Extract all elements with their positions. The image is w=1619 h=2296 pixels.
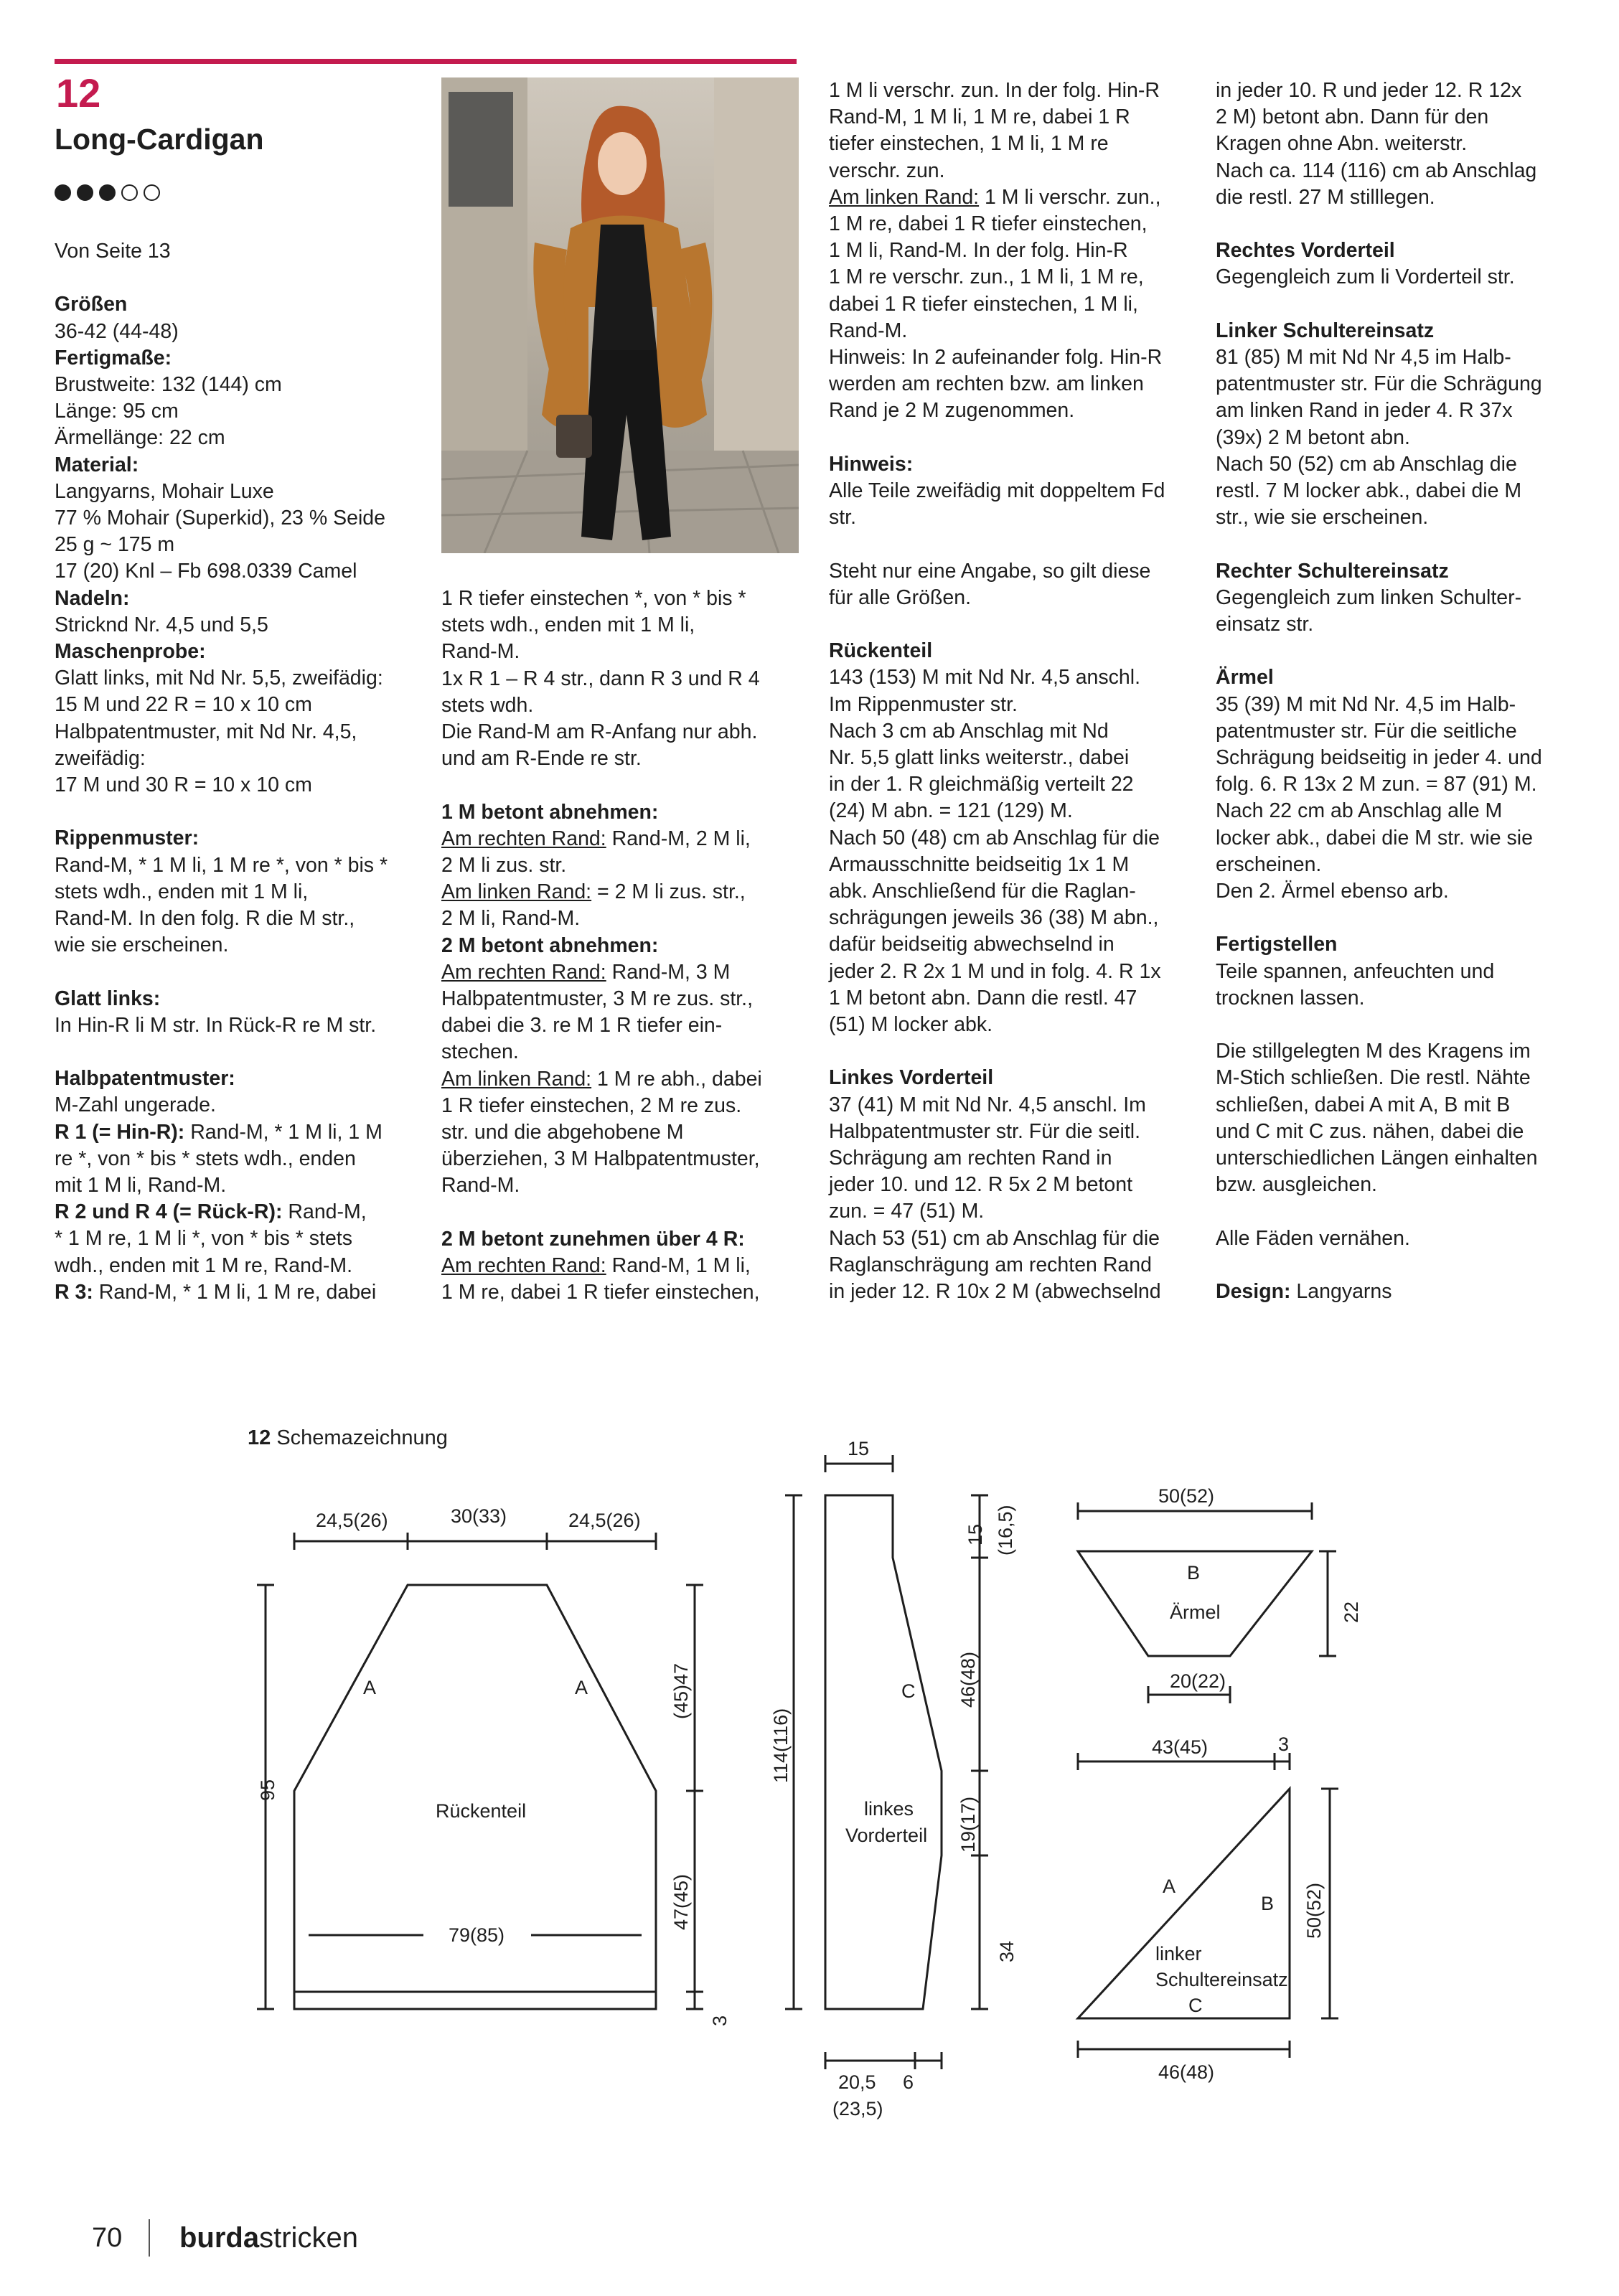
instruction-paragraph — [1216, 344, 1580, 531]
front-top-dim: 15 — [848, 1438, 870, 1459]
instruction-paragraph — [441, 879, 806, 932]
back-lower-dim: 47(45) — [670, 1873, 692, 1930]
front-taper-dim: 19(17) — [957, 1796, 979, 1853]
instruction-paragraph — [1216, 1279, 1580, 1305]
paragraph-text: 143 (153) M mit Nd Nr. 4,5 anschl. Im Rippenmuster str. Nach 3 cm ab Anschlag mit Nd Nr. 5,5 glatt links weiterstr., dabei in der 1. R gleichmäßig verteilt 22 (24) M abn. = 121 (129) M. Nach 50 (48) cm ab Anschlag für die Armausschnitte beidseitig 1x 1 M abk. Anschließend für die Raglan- schrägungen jeweils 36 (38) M abn., dafür beidseitig abwechselnd in jeder 2. R 2x 1 M und in folg. 4. R 1x 1 M betont abn. Dann die restl. 47 (51) M locker abk. — [829, 666, 1161, 1037]
instruction-paragraph — [1216, 1038, 1580, 1198]
paragraph-text: Alle Teile zweifädig mit doppeltem Fd str. — [829, 479, 1165, 530]
paragraph-gap — [55, 1039, 419, 1065]
sleeve-outline — [1078, 1551, 1312, 1656]
paragraph-text: Langyarns, Mohair Luxe — [55, 479, 274, 503]
front-lower-dim: 34 — [996, 1940, 1018, 1962]
instruction-paragraph — [55, 585, 419, 612]
paragraph-text: Rand-M, * 1 M li, 1 M re *, von * bis * stets wdh., enden mit 1 M li, Rand-M. In den folg. R die M str., wie sie erscheinen. — [55, 853, 388, 957]
instruction-paragraph — [829, 558, 1193, 611]
shoulder-seam-a: A — [1163, 1876, 1176, 1897]
instruction-paragraph — [829, 184, 1193, 344]
paragraph-text: Die stillgelegten M des Kragens im M-Stich schließen. Die restl. Nähte schließen, dabei A mit A, B mit B und C mit C zus. nähen, dabei die unterschiedlichen Längen einhalten bzw. ausgleichen. — [1216, 1040, 1538, 1197]
paragraph-text: 36-42 (44-48) — [55, 319, 179, 343]
paragraph-gap — [1216, 1012, 1580, 1038]
back-top-right-dim: 24,5(26) — [568, 1510, 641, 1531]
back-rib-dim: 3 — [709, 2015, 731, 2026]
instruction-paragraph — [1216, 585, 1580, 638]
section-heading: 2 M betont abnehmen: — [441, 933, 659, 957]
brand-bold: burda — [179, 2222, 260, 2254]
diagram-title: Schemazeichnung — [276, 1426, 448, 1449]
paragraph-text: In Hin-R li M str. In Rück-R re M str. — [55, 1013, 377, 1037]
paragraph-gap — [829, 425, 1193, 451]
back-seam-a-right: A — [575, 1677, 588, 1698]
instruction-paragraph — [55, 238, 419, 265]
paragraph-text: in jeder 10. R und jeder 12. R 12x 2 M) betont abn. Dann für den Kragen ohne Abn. weiterstr. Nach ca. 114 (116) cm ab Anschlag die restl. 27 M stilllegen. — [1216, 79, 1537, 209]
paragraph-text: Glatt links, mit Nd Nr. 5,5, zweifädig: 15 M und 22 R = 10 x 10 cm Halbpatentmuster, mit Nd Nr. 4,5, zweifädig: 17 M und 30 R = 10 x 10 cm — [55, 667, 383, 797]
paragraph-text: 35 (39) M mit Nd Nr. 4,5 im Halb- patentmuster str. Für die seitliche Schrägung beidseitig in jeder 4. und folg. 6. R 13x 2 M zun. = 87 (91) M. Nach 22 cm ab Anschlag alle M locker abk., dabei die M str. wie sie erscheinen. Den 2. Ärmel ebenso arb. — [1216, 692, 1542, 903]
instruction-paragraph — [829, 1092, 1193, 1306]
instruction-paragraph — [1216, 664, 1580, 691]
paragraph-text: 17 (20) Knl – Fb 698.0339 Camel — [55, 560, 357, 583]
difficulty-dot — [55, 184, 71, 201]
instruction-paragraph — [55, 986, 419, 1012]
back-top-left-dim: 24,5(26) — [316, 1510, 388, 1531]
paragraph-text: 1 M li verschr. zun. In der folg. Hin-R Rand-M, 1 M li, 1 M re, dabei 1 R tiefer einstechen, 1 M li, 1 M re verschr. zun. — [829, 79, 1160, 182]
model-photo — [441, 77, 799, 553]
instruction-paragraph — [1216, 692, 1580, 905]
front-bottom-add-dim: 6 — [903, 2071, 914, 2093]
paragraph-text: 1x R 1 – R 4 str., dann R 3 und R 4 stets wdh. Die Rand-M am R-Anfang nur abh. und am R-Ende re str. — [441, 667, 760, 771]
paragraph-text: Rand-M, * 1 M li, 1 M re *, von * bis * stets wdh., enden mit 1 M li, Rand-M. — [55, 1120, 383, 1198]
instruction-paragraph — [55, 1119, 419, 1200]
back-name: Rückenteil — [436, 1800, 527, 1822]
instruction-paragraph — [829, 77, 1193, 184]
paragraph-text: 1 M re abh., dabei 1 R tiefer einstechen, 2 M re zus. str. und die abgehobene M überziehen, 3 M Halbpatentmuster, Rand-M. — [441, 1067, 762, 1198]
instruction-paragraph — [55, 1199, 419, 1279]
shoulder-height-dim: 50(52) — [1303, 1882, 1325, 1939]
instruction-paragraph — [829, 451, 1193, 478]
front-seam-c: C — [901, 1680, 916, 1702]
section-heading: 1 M betont abnehmen: — [441, 800, 659, 824]
instruction-paragraph — [55, 532, 419, 558]
instruction-paragraph — [441, 933, 806, 959]
instruction-paragraph — [441, 799, 806, 826]
paragraph-text: 1 R tiefer einstechen *, von * bis * stets wdh., enden mit 1 M li, Rand-M. — [441, 587, 746, 664]
difficulty-dot — [121, 184, 138, 201]
section-heading: Material: — [55, 453, 139, 476]
brand-rest: stricken — [259, 2222, 358, 2254]
page-number: 70 — [92, 2223, 123, 2253]
back-width-dim: 79(85) — [449, 1924, 505, 1946]
instruction-paragraph — [55, 319, 419, 345]
sleeve-top-dim: 50(52) — [1158, 1485, 1215, 1507]
instruction-paragraph — [829, 664, 1193, 1038]
instructions-column-3 — [829, 77, 1193, 1305]
shoulder-name-1: linker — [1155, 1943, 1202, 1965]
back-raglan-dim: (45)47 — [670, 1662, 692, 1719]
instruction-paragraph — [441, 959, 806, 1066]
top-accent-line — [55, 59, 797, 64]
instructions-column-2 — [441, 585, 806, 1306]
shoulder-piece-outline — [1078, 1789, 1290, 2018]
section-heading: Rippenmuster: — [55, 827, 200, 850]
instruction-paragraph — [55, 291, 419, 318]
section-heading: Ärmel — [1216, 666, 1274, 690]
section-heading: Linkes Vorderteil — [829, 1066, 994, 1090]
front-piece-outline — [825, 1495, 942, 2009]
paragraph-gap — [55, 265, 419, 291]
paragraph-text: Alle Fäden vernähen. — [1216, 1226, 1410, 1250]
paragraph-gap — [441, 772, 806, 799]
paragraph-text: Gegengleich zum linken Schulter- einsatz str. — [1216, 585, 1522, 636]
instruction-paragraph — [55, 825, 419, 852]
section-heading: Maschenprobe: — [55, 640, 206, 664]
difficulty-rating — [55, 184, 160, 201]
instruction-paragraph — [55, 852, 419, 959]
instruction-paragraph — [55, 1092, 419, 1119]
section-heading: Rechtes Vorderteil — [1216, 239, 1395, 263]
shoulder-seam-b: B — [1261, 1893, 1275, 1914]
footer-divider — [149, 2219, 150, 2257]
back-top-mid-dim: 30(33) — [451, 1505, 507, 1527]
instruction-paragraph — [441, 826, 806, 879]
paragraph-text: Rand-M, * 1 M re, 1 M li *, von * bis * stets wdh., enden mit 1 M re, Rand-M. — [55, 1200, 367, 1277]
instruction-paragraph — [1216, 77, 1580, 211]
instruction-paragraph — [441, 1066, 806, 1200]
instruction-paragraph — [441, 1253, 806, 1306]
front-total-dim: 114(116) — [770, 1708, 792, 1783]
instruction-paragraph — [1216, 237, 1580, 264]
paragraph-text: 77 % Mohair (Superkid), 23 % Seide — [55, 507, 385, 530]
instruction-paragraph — [55, 639, 419, 665]
paragraph-gap — [1216, 1198, 1580, 1225]
section-heading: Rückenteil — [829, 639, 933, 663]
shoulder-top-add-dim: 3 — [1278, 1733, 1290, 1755]
paragraph-text: Steht nur eine Angabe, so gilt diese für alle Größen. — [829, 559, 1151, 609]
paragraph-gap — [1216, 638, 1580, 664]
underlined-label: Am rechten Rand: — [441, 827, 606, 850]
paragraph-text: Länge: 95 cm — [55, 400, 179, 423]
instruction-paragraph — [829, 638, 1193, 664]
paragraph-gap — [829, 611, 1193, 638]
back-height-dim: 95 — [257, 1779, 278, 1801]
underlined-label: Am linken Rand: — [441, 1067, 592, 1091]
section-heading: Rechter Schultereinsatz — [1216, 559, 1449, 583]
paragraph-text: 1 M li verschr. zun., 1 M re, dabei 1 R tiefer einstechen, 1 M li, Rand-M. In der folg. Hin-R 1 M re verschr. zun., 1 M li, 1 M re, dabei 1 R tiefer einstechen, 1 M li, Rand-M. — [829, 185, 1161, 342]
section-heading: Hinweis: — [829, 452, 914, 476]
shoulder-bottom-dim: 46(48) — [1158, 2061, 1215, 2083]
instruction-paragraph — [55, 558, 419, 585]
instruction-paragraph — [1216, 558, 1580, 585]
paragraph-text: 25 g ~ 175 m — [55, 533, 175, 557]
sleeve-bottom-dim: 20(22) — [1170, 1670, 1226, 1692]
instruction-paragraph — [1216, 1225, 1580, 1252]
instruction-paragraph — [55, 425, 419, 451]
sleeve-height-dim: 22 — [1341, 1601, 1362, 1623]
paragraph-text: Gegengleich zum li Vorderteil str. — [1216, 265, 1515, 289]
difficulty-dot — [99, 184, 116, 201]
paragraph-gap — [441, 1200, 806, 1226]
paragraph-text: M-Zahl ungerade. — [55, 1093, 216, 1117]
instruction-paragraph — [55, 665, 419, 799]
instruction-paragraph — [441, 1226, 806, 1253]
paragraph-gap — [1216, 291, 1580, 318]
section-heading: Design: — [1216, 1280, 1291, 1304]
back-seam-a-left: A — [363, 1677, 377, 1698]
paragraph-text: Teile spannen, anfeuchten und trocknen lassen. — [1216, 959, 1495, 1010]
instruction-paragraph — [829, 1065, 1193, 1091]
instruction-paragraph — [55, 505, 419, 532]
paragraph-text: Ärmellänge: 22 cm — [55, 426, 225, 450]
paragraph-text: Rand-M, * 1 M li, 1 M re, dabei — [93, 1280, 377, 1304]
underlined-label: Am linken Rand: — [829, 185, 980, 209]
underlined-label: Am rechten Rand: — [441, 960, 606, 984]
paragraph-gap — [1216, 1252, 1580, 1279]
paragraph-text: Von Seite 13 — [55, 240, 171, 263]
difficulty-dot — [77, 184, 93, 201]
section-heading: 2 M betont zunehmen über 4 R: — [441, 1227, 745, 1251]
section-heading: R 2 und R 4 (= Rück-R): — [55, 1200, 283, 1224]
instruction-paragraph — [55, 398, 419, 425]
instruction-paragraph — [441, 585, 806, 666]
section-heading: Fertigmaße: — [55, 346, 172, 370]
front-collar-dim: 15 — [965, 1523, 986, 1545]
instructions-column-1 — [55, 238, 419, 1306]
pattern-title: Long-Cardigan — [55, 123, 264, 156]
paragraph-gap — [1216, 531, 1580, 557]
instruction-paragraph — [55, 479, 419, 505]
paragraph-gap — [829, 531, 1193, 557]
front-bottom-dim: 20,5 — [838, 2071, 876, 2093]
section-heading: Fertigstellen — [1216, 933, 1338, 956]
paragraph-gap — [55, 799, 419, 825]
instruction-paragraph — [1216, 931, 1580, 958]
magazine-brand — [179, 2222, 358, 2254]
instruction-paragraph — [55, 345, 419, 372]
shoulder-top-dim: 43(45) — [1152, 1736, 1209, 1758]
sleeve-seam-b: B — [1187, 1562, 1201, 1584]
section-heading: Linker Schultereinsatz — [1216, 319, 1435, 342]
paragraph-text: = 2 M li zus. str., 2 M li, Rand-M. — [441, 880, 746, 931]
front-name-2: Vorderteil — [845, 1825, 928, 1846]
instruction-paragraph — [1216, 959, 1580, 1012]
paragraph-gap — [829, 1038, 1193, 1065]
section-heading: Größen — [55, 293, 128, 316]
paragraph-gap — [55, 959, 419, 985]
paragraph-text: Rand-M, 3 M Halbpatentmuster, 3 M re zus. str., dabei die 3. re M 1 R tiefer ein- stechen. — [441, 960, 754, 1064]
instruction-paragraph — [1216, 318, 1580, 344]
section-heading: Halbpatentmuster: — [55, 1067, 235, 1091]
front-collar-dim-2: (16,5) — [995, 1505, 1016, 1556]
difficulty-dot — [144, 184, 160, 201]
front-bottom-dim-2: (23,5) — [832, 2098, 883, 2119]
paragraph-text: Stricknd Nr. 4,5 und 5,5 — [55, 613, 268, 636]
paragraph-text: Rand-M, 1 M li, 1 M re, dabei 1 R tiefer einstechen, — [441, 1254, 760, 1304]
instruction-paragraph — [55, 1279, 419, 1306]
instruction-paragraph — [55, 372, 419, 398]
back-piece-outline — [294, 1585, 656, 2009]
shoulder-seam-c: C — [1188, 1995, 1203, 2016]
paragraph-text: Brustweite: 132 (144) cm — [55, 373, 282, 396]
paragraph-text: Rand-M, 2 M li, 2 M li zus. str. — [441, 827, 751, 878]
section-heading: Nadeln: — [55, 586, 130, 610]
underlined-label: Am rechten Rand: — [441, 1254, 606, 1278]
paragraph-text: 37 (41) M mit Nd Nr. 4,5 anschl. Im Halbpatentmuster str. Für die seitl. Schrägung am rechten Rand in jeder 10. und 12. R 5x 2 M betont zun. = 47 (51) M. Nach 53 (51) cm ab Anschlag für die Raglanschrägung am rechten Rand in jeder 12. R 10x 2 M (abwechselnd — [829, 1093, 1161, 1304]
paragraph-text: 81 (85) M mit Nd Nr 4,5 im Halb- patentmuster str. Für die Schrägung am linken Rand in jeder 4. R 37x (39x) 2 M betont abn. Nach 50 (52) cm ab Anschlag die restl. 7 M locker abk., dabei die M str., wie sie erscheinen. — [1216, 346, 1542, 530]
section-heading: Glatt links: — [55, 987, 161, 1010]
diagram-caption — [248, 1426, 448, 1450]
instructions-column-4 — [1216, 77, 1580, 1305]
front-name-1: linkes — [864, 1798, 914, 1820]
section-heading: R 3: — [55, 1280, 93, 1304]
instruction-paragraph — [1216, 264, 1580, 291]
sleeve-name: Ärmel — [1170, 1601, 1221, 1623]
front-raglan-dim: 46(48) — [957, 1651, 979, 1708]
instruction-paragraph — [829, 478, 1193, 531]
instruction-paragraph — [829, 344, 1193, 425]
instruction-paragraph — [441, 666, 806, 773]
paragraph-text: Langyarns — [1290, 1280, 1392, 1304]
underlined-label: Am linken Rand: — [441, 880, 592, 904]
paragraph-gap — [1216, 211, 1580, 237]
instruction-paragraph — [55, 612, 419, 639]
instruction-paragraph — [55, 1012, 419, 1039]
diagram-number: 12 — [248, 1426, 271, 1449]
paragraph-gap — [1216, 905, 1580, 931]
instruction-paragraph — [55, 452, 419, 479]
shoulder-name-2: Schultereinsatz — [1155, 1969, 1288, 1990]
section-heading: R 1 (= Hin-R): — [55, 1120, 185, 1144]
instruction-paragraph — [55, 1065, 419, 1092]
pattern-number: 12 — [56, 70, 101, 116]
paragraph-text: Hinweis: In 2 aufeinander folg. Hin-R werden am rechten bzw. am linken Rand je 2 M zugenommen. — [829, 346, 1163, 423]
